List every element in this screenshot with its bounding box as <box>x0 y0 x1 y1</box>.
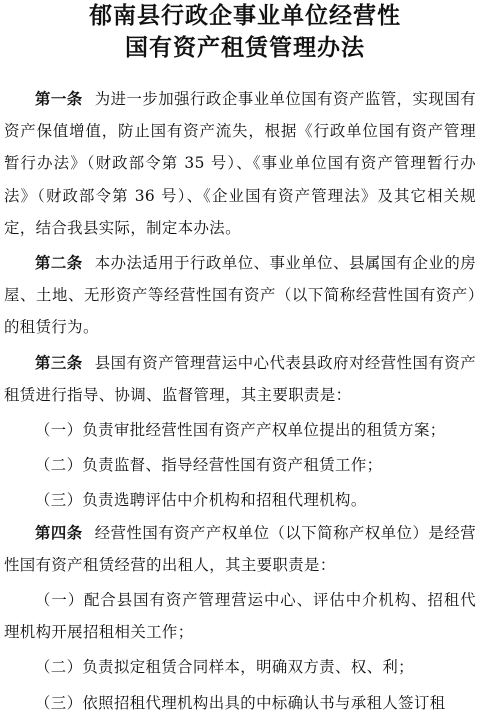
article-1 <box>0 83 490 244</box>
document-title-line-2: 国有资产租赁管理办法 <box>125 34 365 61</box>
article-number: 第四条 <box>35 523 83 542</box>
article-text: 为进一步加强行政企事业单位国有资产监管，实现国有资产保值增值，防止国有资产流失，根据《行政单位国有资产管理暂行办法》（财政部令第 35 号）、《事业单位国有资产管理暂行办法》（财政部令第 36 号）、《企业国有资产管理法》及其它相关规定，结合我县实际，制定本办法。 <box>4 90 476 237</box>
article-number: 第三条 <box>35 353 83 372</box>
article-3-item-1: （一）负责审批经营性国有资产产权单位提出的租赁方案； <box>35 421 446 440</box>
document-title-line-1: 郁南县行政企事业单位经营性 <box>89 2 401 29</box>
article-3-item-3: （三）负责选聘评估中介机构和招租代理机构。 <box>35 491 367 510</box>
article-number: 第一条 <box>35 90 83 108</box>
article-4 <box>0 517 490 581</box>
article-3-item-2: （二）负责监督、指导经营性国有资产租赁工作； <box>35 456 383 475</box>
article-4-item-3: （三）依照招租代理机构出具的中标确认书与承租人签订租 <box>35 693 446 711</box>
article-text: 本办法适用于行政单位、事业单位、县属国有企业的房屋、土地、无形资产等经营性国有资产（以下简称经营性国有资产）的租赁行为。 <box>4 254 476 337</box>
article-number: 第二条 <box>35 254 83 273</box>
article-4-item-1: （一）配合县国有资产管理营运中心、评估中介机构、招租代理机构开展招租相关工作； <box>4 591 476 642</box>
article-text: 经营性国有资产产权单位（以下简称产权单位）是经营性国有资产租赁经营的出租人，其主要职责是： <box>4 523 476 574</box>
article-4-item-2: （二）负责拟定租赁合同样本，明确双方责、权、利； <box>35 658 414 677</box>
article-3 <box>0 347 490 411</box>
article-text: 县国有资产管理营运中心代表县政府对经营性国有资产租赁进行指导、协调、监督管理，其主要职责是： <box>4 353 476 404</box>
article-2 <box>0 247 490 344</box>
